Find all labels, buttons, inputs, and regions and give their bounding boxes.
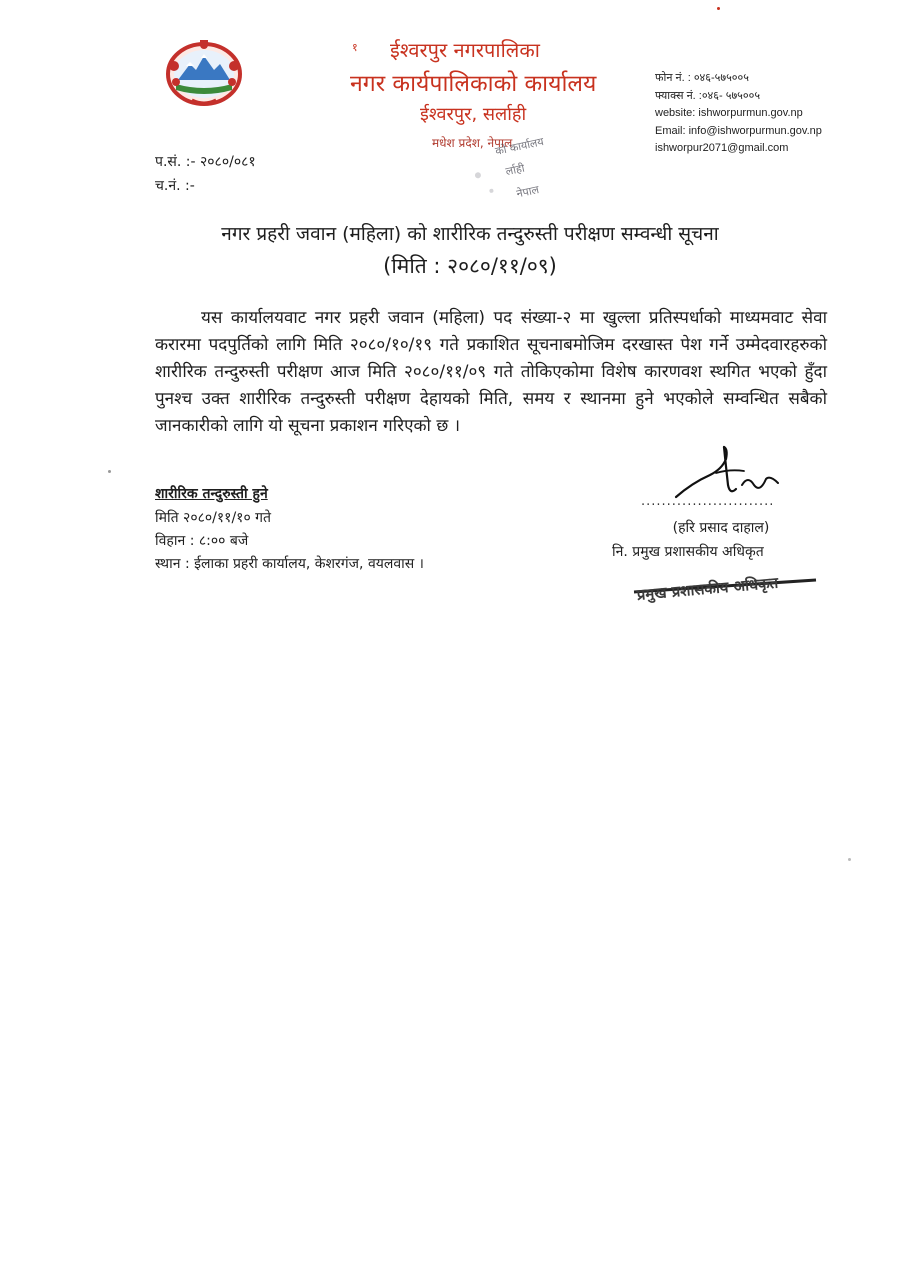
scan-speck — [848, 858, 851, 861]
office-name: नगर कार्यपालिकाको कार्यालय — [350, 71, 597, 97]
signature-line: .......................... — [641, 494, 775, 509]
header-mark: १ — [352, 41, 358, 54]
email-link-secondary[interactable]: ishworpur2071@gmail.com — [655, 142, 789, 154]
province-label: मधेश प्रदेश, नेपाल — [432, 136, 513, 150]
designation-stamp-text: प्रमुख प्रशासकीय अधिकृत — [636, 573, 779, 604]
email-link[interactable]: Email: info@ishworpurmun.gov.np — [655, 124, 822, 137]
stamp-line1: को कार्यालय — [494, 135, 545, 158]
website-link[interactable]: website: ishworpurmun.gov.np — [655, 107, 803, 119]
chalani-number: च.नं. :- — [155, 178, 195, 194]
office-location: ईश्वरपुर, सर्लाही — [420, 104, 527, 125]
patra-sankhya: प.सं. :- २०८०/०८१ — [155, 154, 256, 170]
stamp-line2: र्लाही — [504, 161, 526, 179]
details-heading: शारीरिक तन्दुरुस्ती हुने — [155, 486, 268, 502]
notice-body: यस कार्यालयवाट नगर प्रहरी जवान (महिला) पद संख्या-२ मा खुल्ला प्रतिस्पर्धाको माध्यमवाट सेवा करारमा पदपुर्तिको लागि मिति २०८०/१०/१९ गते प्रकाशित सूचनाबमोजिम दरखास्त पेश गर्ने उम्मेदवारहरुको शारीरिक तन्दुरुस्ती परीक्षण आज मिति २०८०/११/०९ गते तोकिएकोमा विशेष कारणवश स्थगित भएको हुँदा पुनश्च उक्त शारीरिक तन्दुरुस्ती परीक्षण देहायको मिति, समय र स्थानमा हुने भएकोले सम्वन्धित सबैको जानकारीको लागि यो सूचना प्रकाशन गरिएको छ । — [155, 308, 827, 436]
municipality-name: ईश्वरपुर नगरपालिका — [390, 38, 540, 62]
details-date: मिति २०८०/११/१० गते — [155, 510, 272, 526]
details-place: स्थान : ईलाका प्रहरी कार्यालय, केशरगंज, वयलवास । — [155, 556, 424, 572]
contact-block — [655, 70, 822, 158]
details-time: विहान : ८:०० बजे — [155, 533, 249, 549]
office-stamp — [448, 130, 558, 216]
handwritten-signature — [670, 445, 782, 501]
scan-speck — [717, 7, 720, 10]
scan-speck — [108, 470, 111, 473]
phone-number: फोन नं. : ०४६-५७५००५ — [655, 72, 749, 84]
nepal-emblem-logo — [162, 36, 246, 110]
notice-title: नगर प्रहरी जवान (महिला) को शारीरिक तन्दुरुस्ती परीक्षण सम्वन्धी सूचना — [221, 223, 719, 245]
stamp-line3: नेपाल — [515, 183, 541, 201]
notice-date: (मिति : २०८०/११/०९) — [383, 254, 557, 278]
signatory-designation: नि. प्रमुख प्रशासकीय अधिकृत — [612, 544, 764, 560]
fax-number: फ्याक्स नं. :०४६- ५७५००५ — [655, 89, 761, 102]
signatory-name: (हरि प्रसाद दाहाल) — [672, 520, 770, 536]
